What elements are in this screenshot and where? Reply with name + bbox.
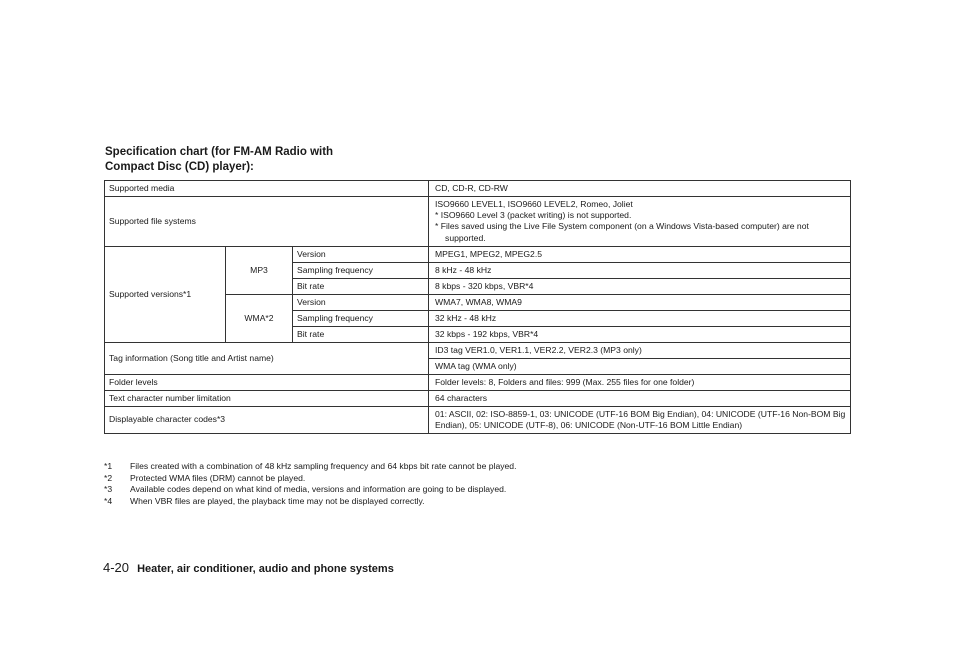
wma-sampling-value: 32 kHz - 48 kHz: [429, 310, 851, 326]
mp3-sampling-value: 8 kHz - 48 kHz: [429, 262, 851, 278]
page-number: 4-20: [103, 560, 130, 575]
footnote: [104, 496, 864, 508]
title-line-2: Compact Disc (CD) player):: [105, 161, 254, 173]
footnote: [104, 473, 864, 485]
page-footer: [103, 560, 394, 575]
footnote-text: Files created with a combination of 48 kHz sampling frequency and 64 kbps bit rate cannot be played.: [130, 461, 517, 471]
wma-version-value: WMA7, WMA8, WMA9: [429, 294, 851, 310]
footnotes: [104, 461, 864, 507]
footnote-text: Available codes depend on what kind of media, versions and information are going to be displayed.: [130, 484, 507, 495]
tag-info-label: Tag information (Song title and Artist name): [105, 342, 429, 374]
title-line-1: Specification chart (for FM-AM Radio with: [105, 146, 334, 158]
wma-version-label: Version: [293, 294, 429, 310]
table-row: [105, 390, 851, 406]
char-codes-value: 01: ASCII, 02: ISO-8859-1, 03: UNICODE (UTF-16 BOM Big Endian), 04: UNICODE (UTF-16 Non-BOM Big Endian), 05: UNICODE (UTF-8), 06: UNICODE (Non-UTF-16 BOM Little Endian): [429, 406, 851, 433]
folder-levels-value: Folder levels: 8, Folders and files: 999 (Max. 255 files for one folder): [429, 374, 851, 390]
tag-info-value-2: WMA tag (WMA only): [429, 358, 851, 374]
wma-sampling-label: Sampling frequency: [293, 310, 429, 326]
mp3-bitrate-label: Bit rate: [293, 278, 429, 294]
file-systems-line-2: * ISO9660 Level 3 (packet writing) is not supported.: [435, 210, 632, 221]
tag-info-value-1: ID3 tag VER1.0, VER1.1, VER2.2, VER2.3 (MP3 only): [429, 342, 851, 358]
specification-table: [104, 180, 851, 434]
mp3-bitrate-value: 8 kbps - 320 kbps, VBR*4: [429, 278, 851, 294]
file-systems-value: [429, 197, 851, 247]
supported-media-label: Supported media: [105, 181, 429, 197]
page-title: [105, 145, 505, 175]
table-row: [105, 246, 851, 262]
footnote-mark: *3: [104, 484, 113, 495]
footnote-mark: *4: [104, 495, 113, 506]
footnote: [104, 484, 864, 496]
mp3-version-label: Version: [293, 246, 429, 262]
file-systems-line-3: * Files saved using the Live File System component (on a Windows Vista-based computer) are not supported.: [435, 221, 809, 243]
wma-bitrate-value: 32 kbps - 192 kbps, VBR*4: [429, 326, 851, 342]
mp3-version-value: MPEG1, MPEG2, MPEG2.5: [429, 246, 851, 262]
mp3-sampling-label: Sampling frequency: [293, 262, 429, 278]
mp3-label: MP3: [226, 246, 293, 294]
footnote: [104, 461, 864, 473]
table-row: [105, 406, 851, 433]
footnote-mark: *1: [104, 461, 113, 471]
table-row: [105, 374, 851, 390]
text-limit-value: 64 characters: [429, 390, 851, 406]
section-title: Heater, air conditioner, audio and phone systems: [137, 563, 394, 575]
wma-bitrate-label: Bit rate: [293, 326, 429, 342]
table-row: [105, 197, 851, 247]
footnote-mark: *2: [104, 472, 113, 483]
table-row: [105, 342, 851, 358]
table-row: [105, 181, 851, 197]
supported-media-value: CD, CD-R, CD-RW: [429, 181, 851, 197]
supported-versions-label: Supported versions*1: [105, 246, 226, 342]
wma-label: WMA*2: [226, 294, 293, 342]
text-limit-label: Text character number limitation: [105, 390, 429, 406]
footnote-text: Protected WMA files (DRM) cannot be played.: [130, 472, 306, 483]
file-systems-line-1: ISO9660 LEVEL1, ISO9660 LEVEL2, Romeo, Joliet: [435, 199, 633, 209]
char-codes-label: Displayable character codes*3: [105, 406, 429, 433]
file-systems-label: Supported file systems: [105, 197, 429, 247]
folder-levels-label: Folder levels: [105, 374, 429, 390]
footnote-text: When VBR files are played, the playback time may not be displayed correctly.: [130, 495, 425, 506]
